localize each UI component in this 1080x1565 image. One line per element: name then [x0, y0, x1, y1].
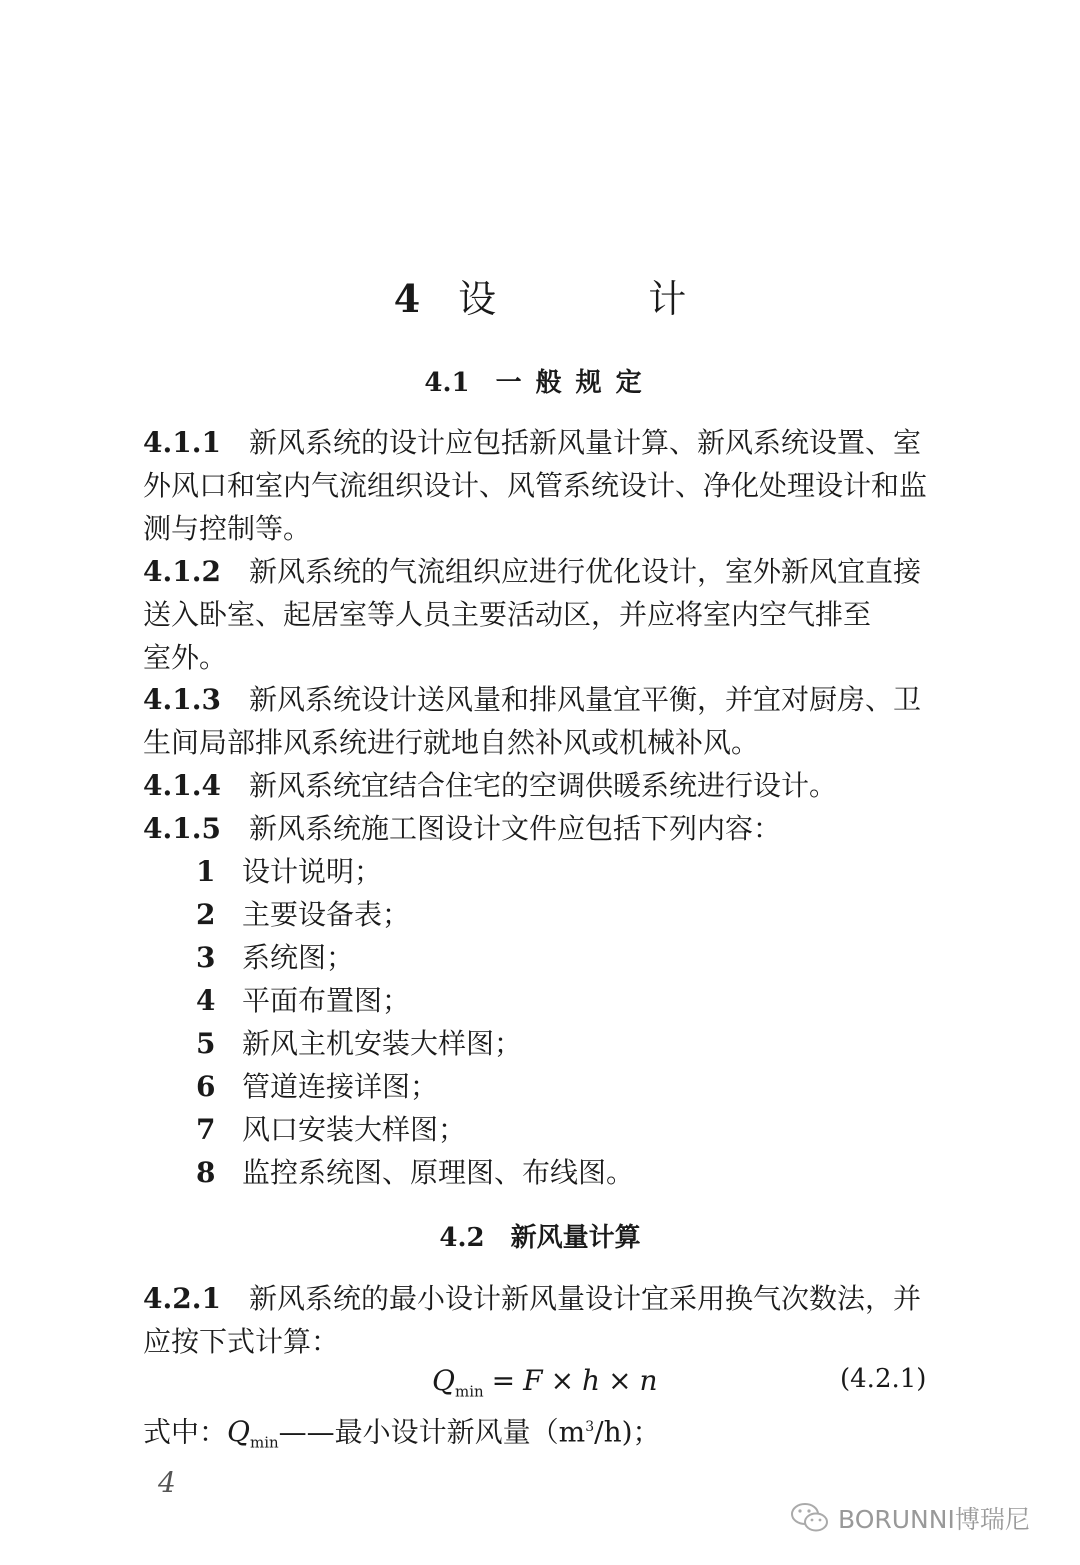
page-number: 4 [158, 1466, 176, 1499]
section-heading: 一般规定 [495, 368, 656, 398]
section-heading: 新风量计算 [510, 1223, 641, 1253]
clause-4-1-3 [143, 678, 943, 764]
clause-4-1-2 [143, 550, 943, 679]
formula-explanation: 式中：$Q_{min}——$最小设计新风量$(m^3/h)$； [143, 1415, 661, 1452]
clause-number: 4.1.5 [143, 812, 221, 845]
list-item: 5 新风主机安装大样图； [196, 1027, 523, 1060]
clause-number: 4.1.3 [143, 683, 221, 716]
section-number: 4.1 [424, 368, 470, 398]
list-item: 4 平面布置图； [196, 984, 411, 1017]
list-item: 1 设计说明； [196, 855, 383, 888]
list-item: 3 系统图； [196, 941, 355, 974]
clause-number: 4.1.1 [143, 426, 221, 459]
section-title [0, 362, 1080, 399]
clause-line: 应按下式计算： [143, 1325, 340, 1358]
clause-line: 4.1.5 新风系统施工图设计文件应包括下列内容： [143, 812, 781, 845]
clause-line: 4.1.1 新风系统的设计应包括新风量计算、新风系统设置、室 [143, 426, 921, 459]
clause-line: 外风口和室内气流组织设计、风管系统设计、净化处理设计和监 [143, 469, 928, 502]
clause-number: 4.1.2 [143, 555, 221, 588]
clause-number: 4.1.4 [143, 769, 221, 802]
list-item: 8 监控系统图、原理图、布线图。 [196, 1156, 635, 1189]
formula-number: (4.2.1) [840, 1364, 927, 1394]
clause-number: 4.2.1 [143, 1282, 221, 1315]
section-number: 4.2 [439, 1223, 485, 1253]
chapter-title [0, 268, 1080, 323]
clause-4-1-5 [143, 807, 943, 850]
list-item: 2 主要设备表； [196, 898, 411, 931]
formula: $Q_{min} = F \times h \times n$ [432, 1364, 658, 1401]
section-title [0, 1217, 1080, 1254]
clause-line: 4.1.4 新风系统宜结合住宅的空调供暖系统进行设计。 [143, 769, 837, 802]
clause-line: 生间局部排风系统进行就地自然补风或机械补风。 [143, 726, 760, 759]
clause-line: 4.1.3 新风系统设计送风量和排风量宜平衡，并宜对厨房、卫 [143, 683, 921, 716]
clause-4-1-1 [143, 421, 943, 550]
clause-line: 测与控制等。 [143, 512, 312, 545]
clause-4-1-4 [143, 764, 943, 807]
clause-line: 4.1.2 新风系统的气流组织应进行优化设计，室外新风宜直接 [143, 555, 921, 588]
clause-4-2-1 [143, 1277, 943, 1363]
clause-line: 送入卧室、起居室等人员主要活动区，并应将室内空气排至 [143, 598, 872, 631]
clause-line: 4.2.1 新风系统的最小设计新风量设计宜采用换气次数法，并 [143, 1282, 921, 1315]
chapter-heading: 设 计 [458, 277, 757, 321]
wechat-icon [790, 1501, 830, 1535]
chapter-number: 4 [393, 276, 423, 321]
clause-line: 室外。 [143, 641, 228, 674]
watermark-text: BORUNNI博瑞尼 [838, 1505, 1030, 1534]
watermark [790, 1500, 1030, 1536]
list-item: 6 管道连接详图； [196, 1070, 439, 1103]
list-item: 7 风口安装大样图； [196, 1113, 467, 1146]
